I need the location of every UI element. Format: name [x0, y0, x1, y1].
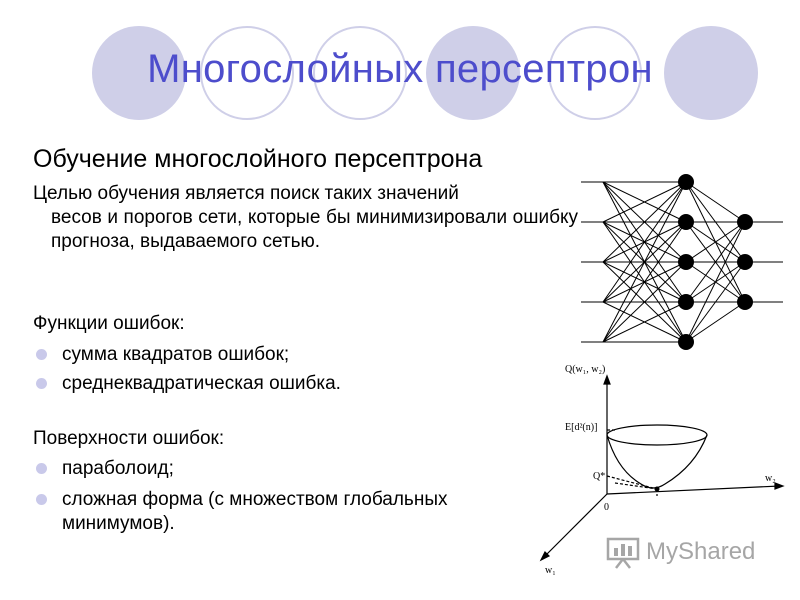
intro-line-1: Целью обучения является поиск таких значений — [33, 183, 459, 204]
subheading: Обучение многослойного персептрона — [33, 145, 483, 173]
connection — [686, 302, 745, 342]
y-axis-label: Q(w₁, w₂) — [565, 364, 606, 375]
watermark-text: MyShared — [646, 538, 756, 565]
slide-title: Многослойных персептрон — [147, 47, 653, 91]
list-item — [36, 372, 536, 396]
hidden-neuron — [678, 214, 694, 230]
bullet-dot-icon — [36, 463, 47, 474]
list-item — [36, 343, 536, 367]
connection — [686, 222, 745, 342]
w1-axis — [543, 494, 607, 558]
error-functions-label: Функции ошибок: — [33, 313, 185, 334]
connection — [686, 182, 745, 222]
bullet-dot-icon — [36, 378, 47, 389]
neural-network-diagram — [575, 150, 800, 360]
w2-axis — [607, 486, 780, 494]
watermark — [606, 534, 776, 574]
w1-label: w₁ — [545, 565, 556, 576]
min-label: Q* — [593, 471, 606, 482]
list-item-text: среднеквадратическая ошибка. — [62, 373, 341, 394]
output-neuron — [737, 214, 753, 230]
intro-paragraph — [33, 182, 578, 254]
level-label: E[d²(n)] — [565, 422, 598, 433]
hidden-neuron — [678, 254, 694, 270]
error-surfaces-label: Поверхности ошибок: — [33, 428, 225, 449]
origin-label: 0 — [604, 502, 609, 513]
arrow-icon — [604, 376, 610, 384]
output-neuron — [737, 254, 753, 270]
hidden-neuron — [678, 294, 694, 310]
bullet-dot-icon — [36, 349, 47, 360]
presentation-icon — [606, 536, 642, 570]
output-neuron — [737, 294, 753, 310]
list-item — [36, 488, 536, 536]
minimum-point — [655, 487, 660, 492]
list-item-text: сумма квадратов ошибок; — [62, 344, 290, 365]
bullet-dot-icon — [36, 494, 47, 505]
list-item — [36, 457, 536, 481]
surface-rim — [607, 425, 707, 445]
arrow-icon — [775, 483, 783, 489]
intro-line-2: весов и порогов сети, которые бы минимизировали ошибку прогноза, выдаваемого сетью. — [51, 207, 578, 252]
w2-label: w₂ — [765, 473, 776, 484]
list-item-text: сложная форма (с множеством глобальных минимумов). — [62, 489, 448, 534]
list-item-text: параболоид; — [62, 458, 174, 479]
hidden-neuron — [678, 174, 694, 190]
hidden-neuron — [678, 334, 694, 350]
